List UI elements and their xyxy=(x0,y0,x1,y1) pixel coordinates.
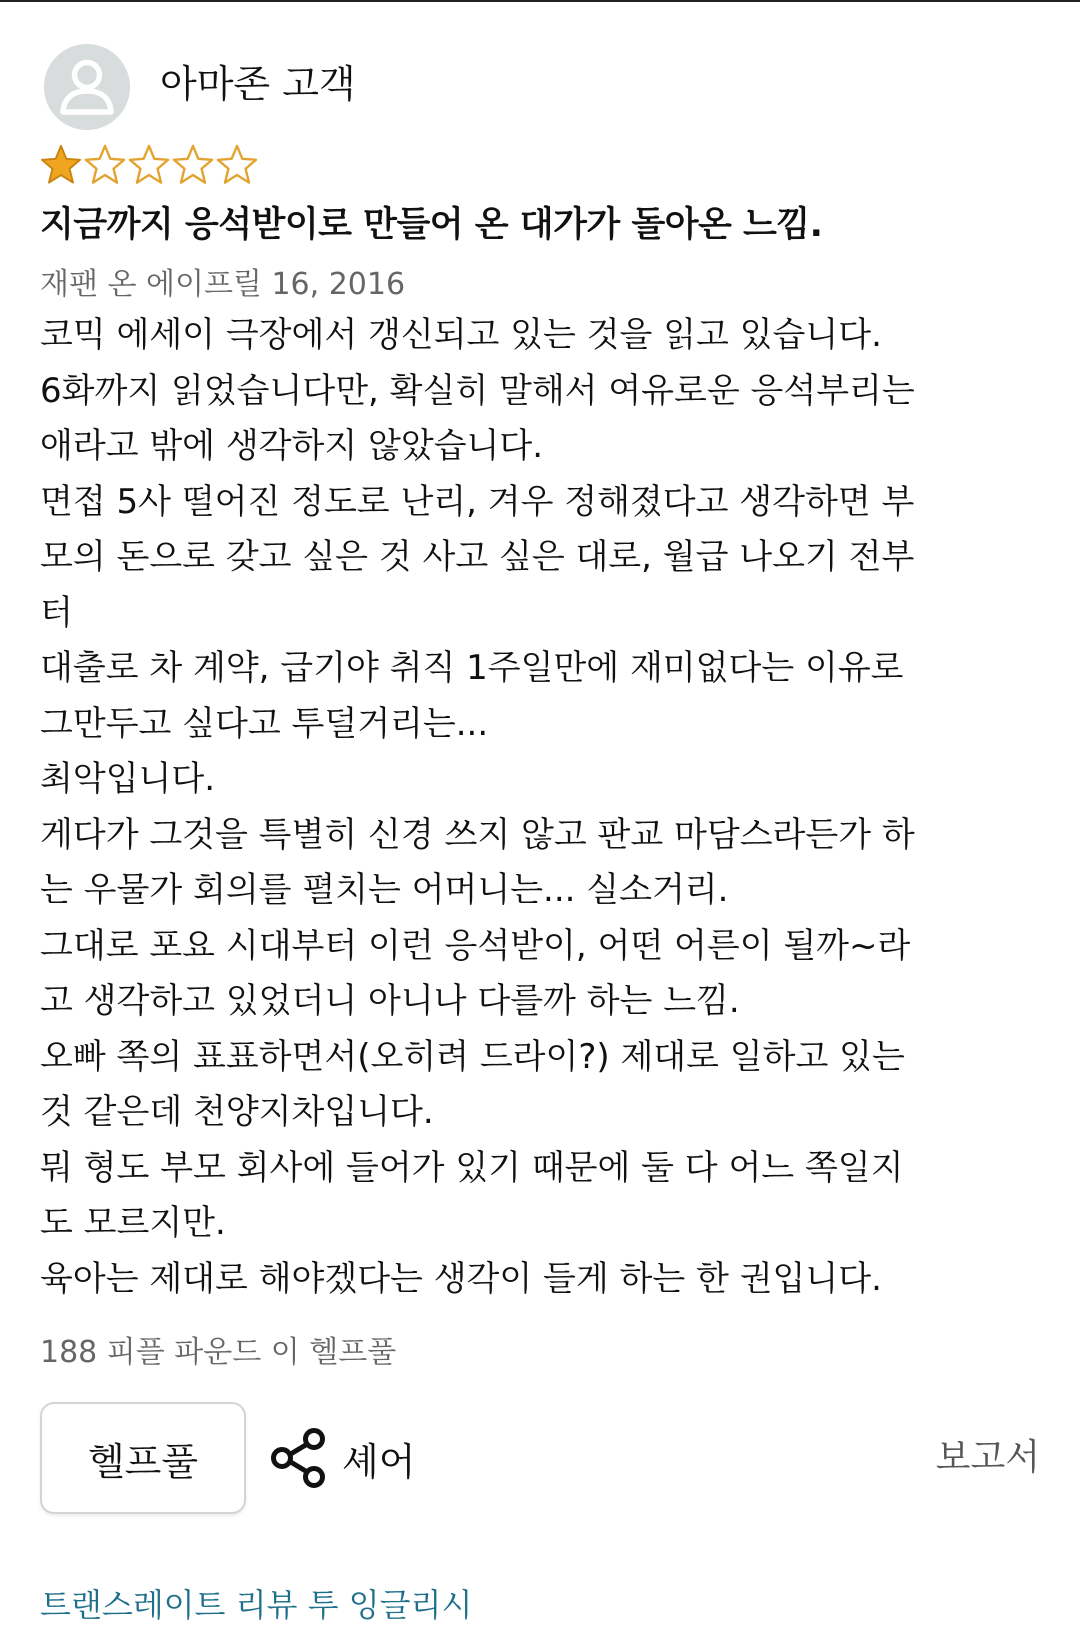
helpful-button[interactable] xyxy=(40,1402,246,1514)
star-outline-icon xyxy=(128,144,170,184)
review-body-line: 터 xyxy=(40,592,73,633)
review-body-line: 대출로 차 계약, 급기야 취직 1주일만에 재미없다는 이유로 xyxy=(40,648,904,688)
star-outline-icon xyxy=(172,144,214,184)
avatar[interactable] xyxy=(44,44,130,130)
user-silhouette-icon xyxy=(44,44,130,130)
review-title[interactable]: 지금까지 응석받이로 만들어 온 대가가 돌아온 느낌. xyxy=(40,205,823,245)
review-body-line: 오빠 쪽의 표표하면서(오히려 드라이?) 제대로 일하고 있는 xyxy=(40,1036,905,1077)
review-body-line: 고 생각하고 있었더니 아니나 다를까 하는 느낌. xyxy=(40,981,740,1021)
star-outline-icon xyxy=(216,144,258,184)
review-body-line: 코믹 에세이 극장에서 갱신되고 있는 것을 읽고 있습니다. xyxy=(40,315,882,355)
report-link[interactable]: 보고서 xyxy=(935,1437,1040,1478)
review-body-line: 모의 돈으로 갖고 싶은 것 사고 싶은 대로, 월급 나오기 전부 xyxy=(40,537,915,577)
review-body-line: 도 모르지만. xyxy=(40,1203,226,1243)
review-body-line: 그대로 포요 시대부터 이런 응석받이, 어떤 어른이 될까~라 xyxy=(40,925,911,966)
helpful-count: 188 피플 파운드 이 헬프풀 xyxy=(40,1335,397,1370)
review-body-line: 것 같은데 천양지차입니다. xyxy=(40,1092,434,1132)
review-body-line: 애라고 밖에 생각하지 않았습니다. xyxy=(40,426,544,466)
star-filled-icon xyxy=(40,144,82,184)
star-outline-icon xyxy=(84,144,126,184)
review-body-line: 최악입니다. xyxy=(40,759,216,799)
review-body-line: 게다가 그것을 특별히 신경 쓰지 않고 판교 마담스라든가 하 xyxy=(40,814,915,855)
review-date: 재팬 온 에이프릴 16, 2016 xyxy=(40,267,406,302)
review-body-line: 는 우물가 회의를 펼치는 어머니는... 실소거리. xyxy=(40,870,729,910)
translate-review-link[interactable]: 트랜스레이트 리뷰 투 잉글리시 xyxy=(40,1586,473,1624)
reviewer-name[interactable]: 아마존 고객 xyxy=(160,62,356,106)
review-body-line: 그만두고 싶다고 투덜거리는... xyxy=(40,703,489,744)
review-body-line: 6화까지 읽었습니다만, 확실히 말해서 여유로운 응석부리는 xyxy=(40,370,915,411)
review-body xyxy=(40,308,1040,1307)
top-divider xyxy=(0,0,1080,2)
share-button[interactable] xyxy=(270,1420,415,1496)
share-label: 셰어 xyxy=(342,1439,416,1484)
share-icon xyxy=(270,1427,328,1489)
review-body-line: 면접 5사 떨어진 정도로 난리, 겨우 정해졌다고 생각하면 부 xyxy=(40,481,915,522)
review-body-line: 육아는 제대로 해야겠다는 생각이 들게 하는 한 권입니다. xyxy=(40,1258,882,1299)
star-rating xyxy=(40,144,258,184)
review-body-line: 뭐 형도 부모 회사에 들어가 있기 때문에 둘 다 어느 쪽일지 xyxy=(40,1147,904,1188)
helpful-button-label: 헬프풀 xyxy=(87,1439,199,1484)
